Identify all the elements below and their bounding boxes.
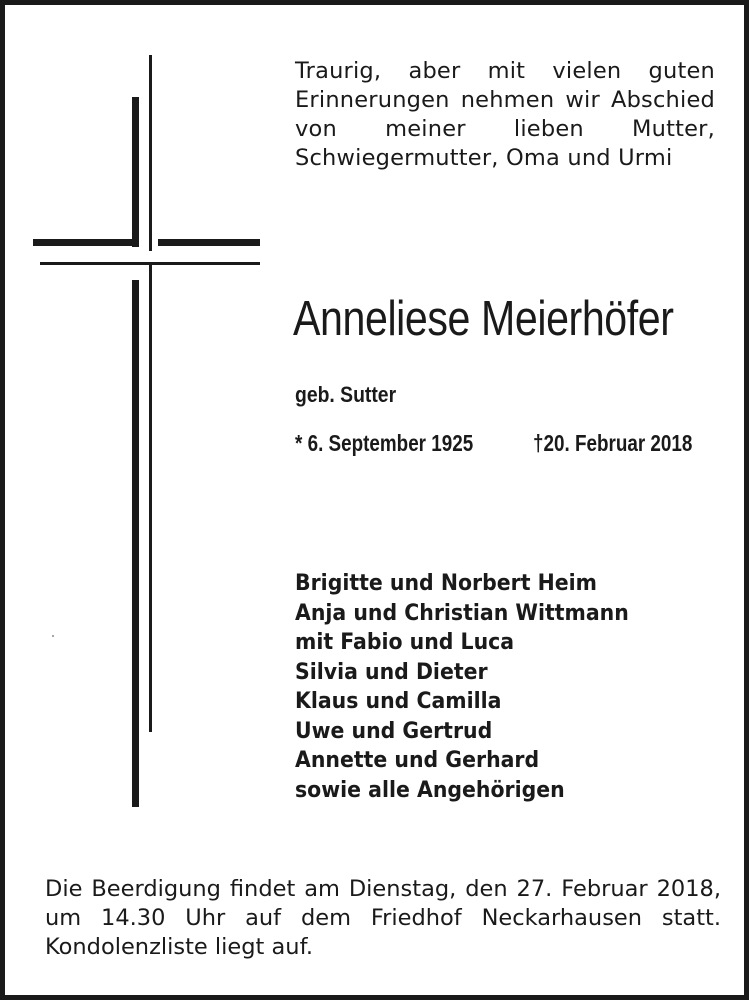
funeral-info bbox=[45, 875, 721, 962]
funeral-line: um 14.30 Uhr auf dem Friedhof Neckarhausen statt. bbox=[45, 905, 721, 931]
funeral-line: Kondolenzliste liegt auf. bbox=[45, 934, 314, 960]
mourner-entry: Klaus und Camilla bbox=[295, 689, 502, 714]
intro-line: Traurig, aber mit vielen guten bbox=[295, 58, 715, 84]
intro-line: von meiner lieben Mutter, bbox=[295, 116, 715, 142]
mourner-entry: Anja und Christian Wittmann bbox=[295, 600, 629, 626]
deceased-name: Anneliese Meierhöfer bbox=[293, 292, 674, 346]
mourners-list bbox=[295, 569, 654, 805]
funeral-line: Die Beerdigung findet am Dienstag, den 27. Februar 2018, bbox=[45, 876, 721, 902]
birth-date: * 6. September 1925 bbox=[295, 430, 474, 456]
mourner-entry: mit Fabio und Luca bbox=[295, 630, 515, 655]
intro-line: Erinnerungen nehmen wir Abschied bbox=[295, 87, 715, 113]
mourner-entry: Silvia und Dieter bbox=[295, 659, 488, 685]
mourner-entry: Annette und Gerhard bbox=[295, 748, 540, 773]
mourner-entry: Uwe und Gertrud bbox=[295, 718, 493, 744]
intro-text bbox=[295, 57, 715, 173]
speck bbox=[52, 635, 54, 637]
maiden-name: geb. Sutter bbox=[295, 382, 397, 407]
mourner-entry: sowie alle Angehörigen bbox=[295, 777, 565, 803]
death-date: †20. Februar 2018 bbox=[533, 430, 693, 456]
intro-line: Schwiegermutter, Oma und Urmi bbox=[295, 145, 673, 171]
mourner-entry: Brigitte und Norbert Heim bbox=[295, 571, 597, 596]
latin-cross-icon bbox=[5, 5, 275, 825]
